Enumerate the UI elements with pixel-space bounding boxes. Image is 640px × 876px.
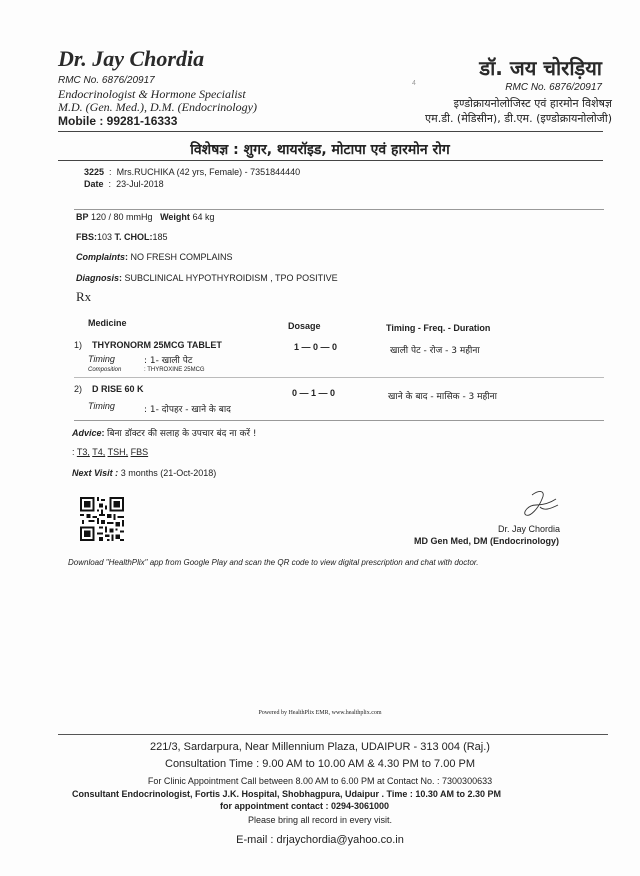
weight-value: 64 kg — [192, 212, 215, 222]
fbs-label: FBS: — [76, 232, 97, 242]
medicine-table-divider — [74, 420, 604, 421]
date-label: Date — [84, 179, 104, 189]
medicine-1-frequency: खाली पेट - रोज - 3 महीना — [390, 346, 480, 356]
rmc-number-english: RMC No. 6876/20917 — [58, 75, 155, 86]
medicine-2-dosage: 0 — 1 — 0 — [292, 388, 336, 398]
hospital-appointment-contact: for appointment contact : 0294-3061000 — [220, 801, 390, 811]
signature-name: Dr. Jay Chordia — [498, 524, 561, 534]
patient-divider — [74, 209, 604, 210]
visit-date-line: Date : 23-Jul-2018 — [84, 179, 164, 189]
app-download-note: Download "HealthPlix" app from Google Play and scan the QR code to view digital prescription and chat with doctor. — [68, 558, 479, 567]
medicine-2-frequency: खाने के बाद - मासिक - 3 महीना — [388, 392, 497, 402]
specialization-hindi — [425, 96, 612, 126]
bp-label: BP — [76, 212, 89, 222]
timing-column-header: Timing - Freq. - Duration — [386, 323, 491, 333]
specialization-english — [58, 88, 257, 114]
dosage-column-header: Dosage — [288, 321, 321, 331]
signature-scribble-icon — [522, 487, 562, 523]
mobile-number: Mobile : 99281-16333 — [58, 114, 178, 128]
row-divider — [74, 377, 604, 378]
medicine-column-header: Medicine — [88, 318, 127, 328]
next-visit-line — [72, 468, 216, 478]
rmc-number-hindi: RMC No. 6876/20917 — [505, 82, 602, 93]
specialization-hindi-line-2: एम.डी. (मेडिसीन), डी.एम. (इण्डोक्रायनोलोजी) — [425, 112, 612, 125]
weight-label: Weight — [160, 212, 190, 222]
advice-line: Advice: बिना डॉक्टर की सलाह के उपचार बंद ना करें ! — [72, 428, 257, 439]
clinic-address: 221/3, Sardarpura, Near Millennium Plaza, UDAIPUR - 313 004 (Raj.) — [150, 741, 490, 753]
header-divider-top — [58, 131, 603, 132]
diagnosis-line: Diagnosis: SUBCLINICAL HYPOTHYROIDISM , TPO POSITIVE — [76, 273, 338, 283]
header-divider-bottom — [58, 160, 603, 161]
rx-symbol-text: Rx — [76, 289, 92, 304]
medicine-1-number: 1) — [74, 340, 83, 350]
medicine-1-timing: : 1- खाली पेट — [144, 356, 193, 366]
medicine-1-composition-label: Composition — [88, 367, 122, 373]
test-t4: T4, — [92, 447, 106, 457]
powered-by-note: Powered by HealthPlix EMR, www.healthplix.com — [258, 710, 382, 716]
test-t3: T3, — [76, 447, 90, 457]
visit-date: 23-Jul-2018 — [116, 179, 164, 189]
labs-line — [76, 232, 168, 242]
speciality-banner: विशेषज्ञ : शुगर, थायरॉइड, मोटापा एवं हारमोन रोग — [190, 142, 450, 158]
next-visit-label: Next Visit : — [72, 468, 119, 478]
email-line: E-mail : drjaychordia@yahoo.co.in — [236, 834, 404, 846]
specialization-line-2: M.D. (Gen. Med.), D.M. (Endocrinology) — [58, 100, 257, 114]
footer-divider — [58, 734, 608, 735]
medicine-2-timing: : 1- दोपहर - खाने के बाद — [144, 405, 231, 415]
medicine-1-name: THYRONORM 25MCG TABLET — [92, 340, 222, 350]
complaints-line: Complaints: NO FRESH COMPLAINS — [76, 252, 233, 262]
medicine-1-dosage: 1 — 0 — 0 — [294, 342, 338, 352]
specialization-line-1: Endocrinologist & Hormone Specialist — [58, 87, 246, 101]
stray-mark: 4 — [412, 80, 416, 87]
signature-qualification: MD Gen Med, DM (Endocrinology) — [414, 536, 559, 546]
medicine-2-number: 2) — [74, 384, 83, 394]
test-tsh: TSH, — [107, 447, 129, 457]
complaints-value: NO FRESH COMPLAINS — [130, 252, 233, 262]
doctor-name-hindi: डॉ. जय चोरड़िया — [479, 56, 602, 80]
specialization-hindi-line-1: इण्डोक्रायनोलोजिस्ट एवं हारमोन विशेषज्ञ — [453, 97, 612, 110]
patient-line: 3225 : Mrs.RUCHIKA (42 yrs, Female) - 7351844440 — [84, 167, 301, 177]
next-visit-value: 3 months (21-Oct-2018) — [120, 468, 217, 478]
doctor-name-english: Dr. Jay Chordia — [58, 46, 205, 71]
clinic-appointment: For Clinic Appointment Call between 8.00 AM to 6.00 PM at Contact No. : 7300300633 — [147, 776, 493, 786]
medicine-2-name: D RISE 60 K — [92, 384, 144, 394]
patient-name: Mrs.RUCHIKA (42 yrs, Female) - 7351844440 — [116, 167, 301, 177]
medicine-1-composition: : THYROXINE 25MCG — [144, 367, 205, 373]
medicine-1-timing-label: Timing — [88, 354, 115, 364]
chol-value: 185 — [152, 232, 168, 242]
advice-text: बिना डॉक्टर की सलाह के उपचार बंद ना करें ! — [107, 429, 257, 439]
diagnosis-value: SUBCLINICAL HYPOTHYROIDISM , TPO POSITIVE — [124, 273, 338, 283]
vitals-line — [76, 212, 214, 222]
bring-records-note: Please bring all record in every visit. — [247, 815, 393, 825]
consultation-time: Consultation Time : 9.00 AM to 10.00 AM & 4.30 PM to 7.00 PM — [165, 758, 475, 770]
chol-label: T. CHOL: — [114, 232, 153, 242]
complaints-label: Complaints — [76, 252, 126, 262]
test-fbs: FBS — [130, 447, 149, 457]
hospital-consultant-line: Consultant Endocrinologist, Fortis J.K. Hospital, Shobhagpura, Udaipur . Time : 10.30 AM to 2.30 PM — [72, 789, 502, 799]
rx-symbol — [76, 289, 91, 305]
tests-line — [72, 447, 148, 457]
qr-code-icon — [80, 497, 124, 541]
patient-id: 3225 — [84, 167, 105, 177]
tests-prefix: : — [72, 447, 75, 457]
medicine-2-timing-label: Timing — [88, 401, 115, 411]
diagnosis-label: Diagnosis — [76, 273, 120, 283]
fbs-value: 103 — [97, 232, 113, 242]
bp-value: 120 / 80 mmHg — [91, 212, 153, 222]
advice-label: Advice — [72, 428, 102, 438]
